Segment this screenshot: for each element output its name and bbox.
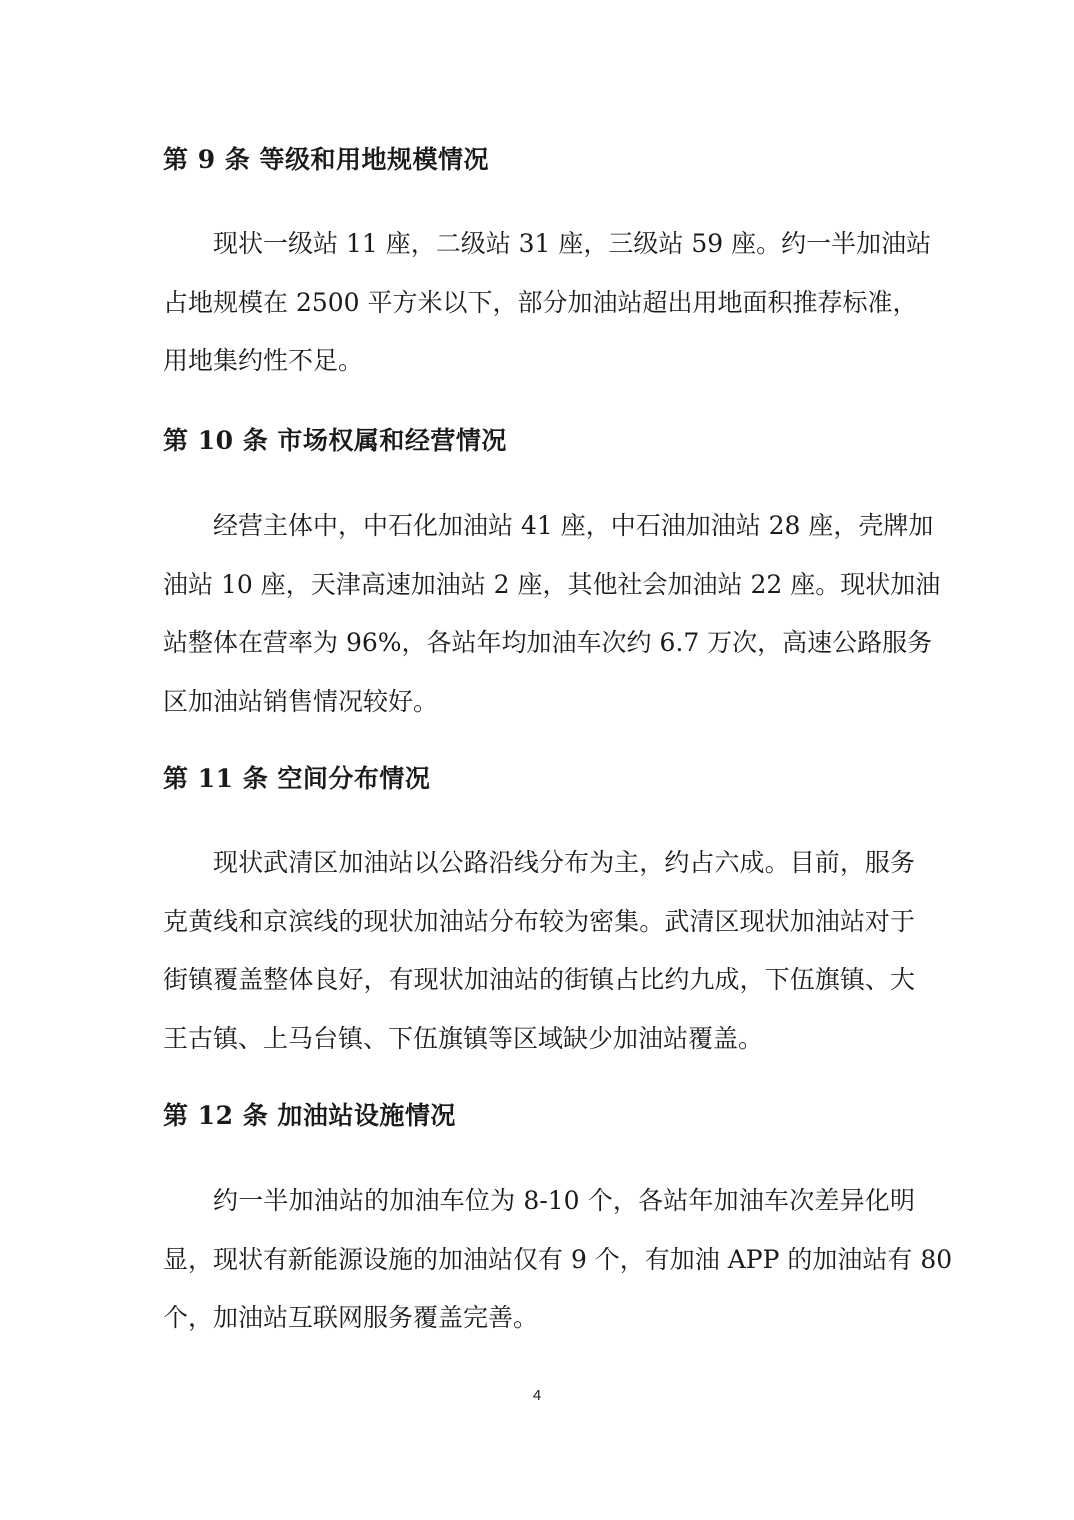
paragraph-line: 显，现状有新能源设施的加油站仅有 9 个，有加油 APP 的加油站有 80 <box>163 1244 953 1274</box>
paragraph-line: 占地规模在 2500 平方米以下，部分加油站超出用地面积推荐标准， <box>163 287 918 317</box>
section-paragraph-12 <box>163 1172 953 1348</box>
paragraph-line: 区加油站销售情况较好。 <box>163 686 439 716</box>
section-heading-12: 第 12 条 加油站设施情况 <box>163 1101 456 1130</box>
paragraph-line: 经营主体中，中石化加油站 41 座，中石油加油站 28 座，壳牌加 <box>213 511 934 540</box>
page-number: 4 <box>532 1387 542 1404</box>
paragraph-line: 街镇覆盖整体良好，有现状加油站的街镇占比约九成，下伍旗镇、大 <box>163 965 915 994</box>
paragraph-line: 用地集约性不足。 <box>163 346 364 375</box>
paragraph-line: 现状武清区加油站以公路沿线分布为主，约占六成。目前，服务 <box>213 848 915 877</box>
paragraph-line: 约一半加油站的加油车位为 8-10 个，各站年加油车次差异化明 <box>213 1186 915 1215</box>
section-heading-10: 第 10 条 市场权属和经营情况 <box>163 426 507 455</box>
section-paragraph-9 <box>163 215 932 391</box>
paragraph-line: 个，加油站互联网服务覆盖完善。 <box>163 1303 539 1332</box>
paragraph-line: 站整体在营率为 96%，各站年均加油车次约 6.7 万次，高速公路服务 <box>163 628 933 657</box>
section-heading-9: 第 9 条 等级和用地规模情况 <box>163 145 490 174</box>
paragraph-line: 现状一级站 11 座，二级站 31 座，三级站 59 座。约一半加油站 <box>213 229 932 258</box>
paragraph-line: 油站 10 座，天津高速加油站 2 座，其他社会加油站 22 座。现状加油 <box>163 569 941 599</box>
section-heading-11: 第 11 条 空间分布情况 <box>163 764 431 793</box>
paragraph-line: 克黄线和京滨线的现状加油站分布较为密集。武清区现状加油站对于 <box>163 906 915 936</box>
section-paragraph-11 <box>163 834 915 1068</box>
paragraph-line: 王古镇、上马台镇、下伍旗镇等区域缺少加油站覆盖。 <box>163 1023 764 1053</box>
section-paragraph-10 <box>163 497 941 731</box>
